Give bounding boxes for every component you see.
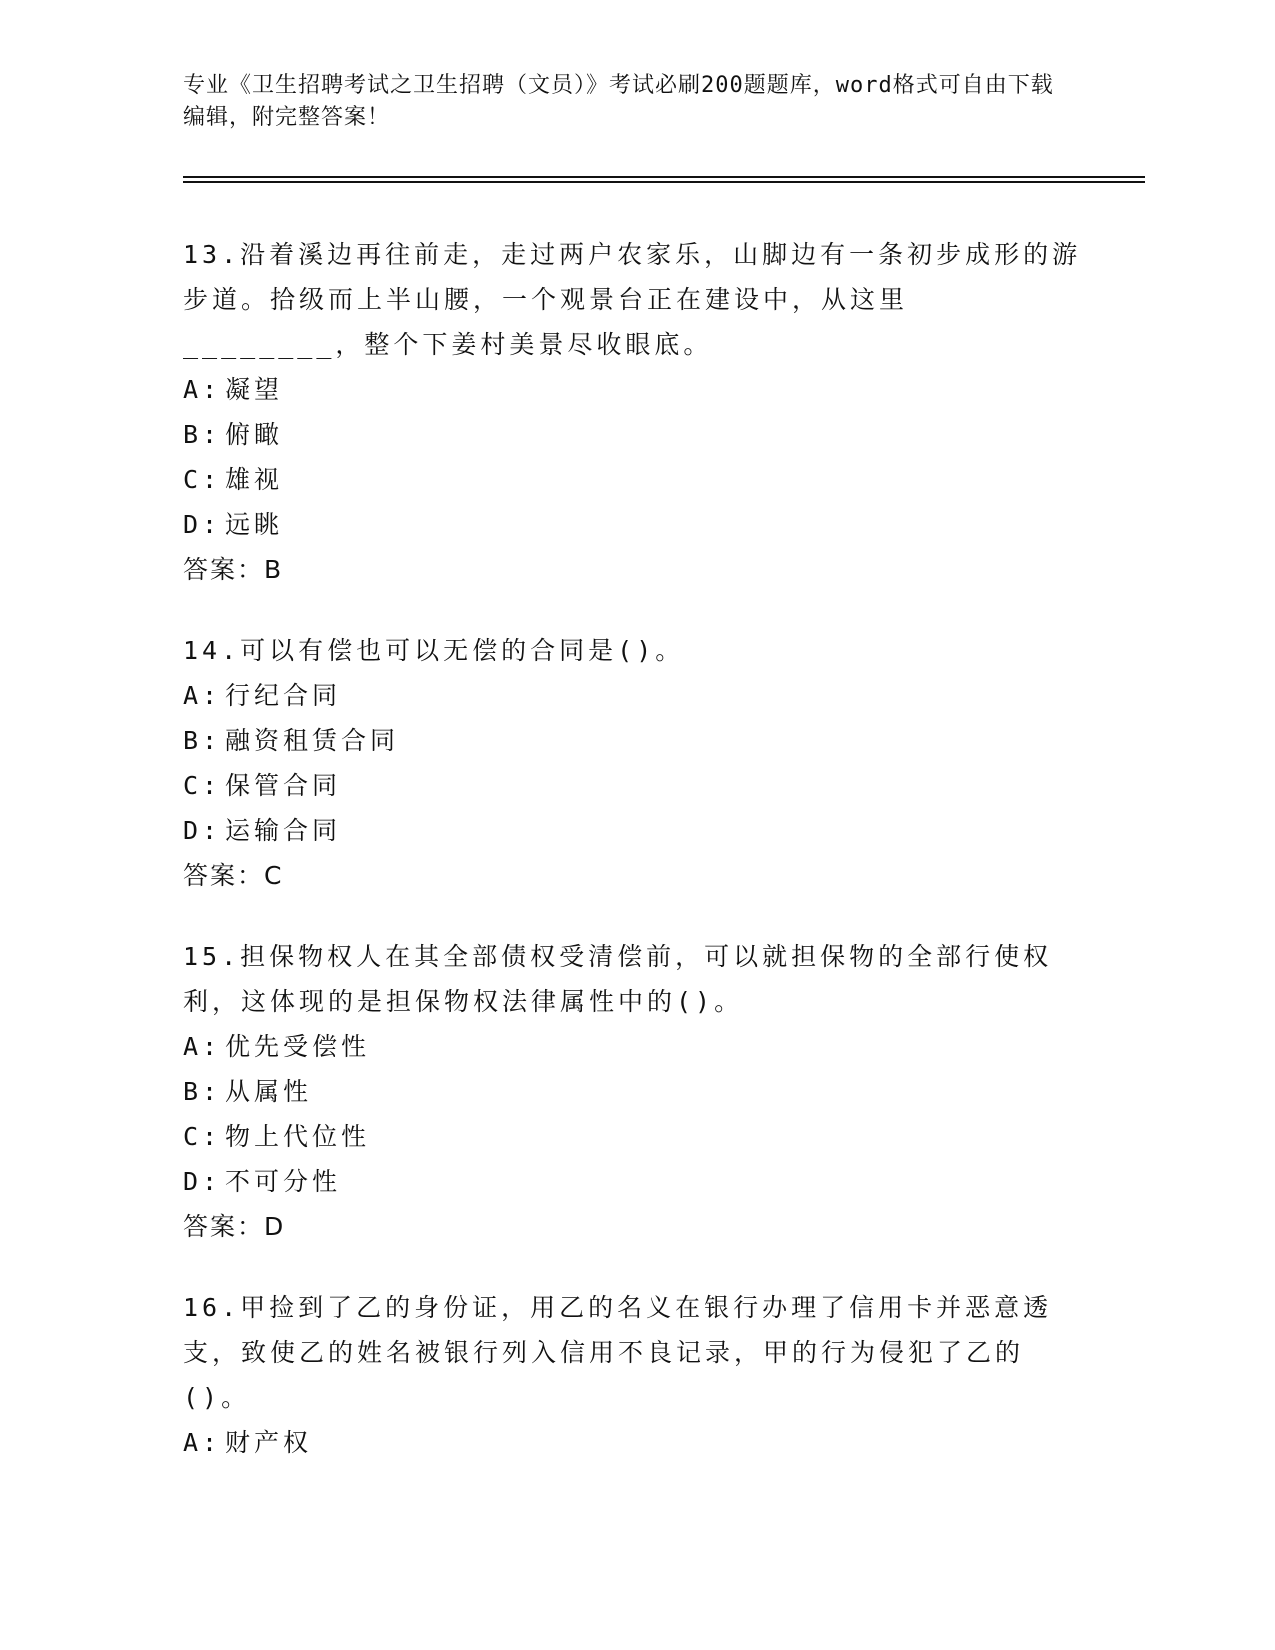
option-label: A:: [183, 1032, 222, 1061]
option-c: [183, 763, 1083, 808]
option-text: 融资租赁合同: [225, 726, 400, 755]
option-d: [183, 808, 1083, 853]
option-text: 俯瞰: [225, 420, 284, 449]
option-b: [183, 412, 1083, 457]
option-a: [183, 367, 1083, 412]
question-text: 14.可以有偿也可以无偿的合同是()。: [183, 636, 685, 665]
option-text: 不可分性: [225, 1167, 342, 1196]
option-text: 从属性: [225, 1077, 313, 1106]
option-label: C:: [183, 465, 222, 494]
option-text: 财产权: [225, 1428, 313, 1457]
option-label: A:: [183, 375, 222, 404]
option-text: 物上代位性: [225, 1122, 371, 1151]
header-rule-bottom: [183, 181, 1145, 183]
question-text: 16.甲捡到了乙的身份证，用乙的名义在银行办理了信用卡并恶意透支，致使乙的姓名被银行列入信用不良记录，甲的行为侵犯了乙的()。: [183, 1293, 1053, 1412]
option-c: [183, 1114, 1083, 1159]
option-label: C:: [183, 1122, 222, 1151]
option-label: A:: [183, 681, 222, 710]
option-b: [183, 718, 1083, 763]
option-label: B:: [183, 1077, 222, 1106]
option-text: 凝望: [225, 375, 284, 404]
question-15: [183, 934, 1083, 1249]
question-list: [183, 232, 1083, 1501]
option-c: [183, 457, 1083, 502]
option-label: D:: [183, 1167, 222, 1196]
option-text: 运输合同: [225, 816, 342, 845]
question-text: 15.担保物权人在其全部债权受清偿前，可以就担保物的全部行使权利，这体现的是担保物权法律属性中的()。: [183, 942, 1053, 1016]
option-label: B:: [183, 420, 222, 449]
answer-line: 答案：C: [183, 861, 284, 890]
option-a: [183, 673, 1083, 718]
option-text: 雄视: [225, 465, 284, 494]
answer-line: 答案：D: [183, 1212, 286, 1241]
header-rule-top: [183, 176, 1145, 178]
question-13: [183, 232, 1083, 592]
question-text: 13.沿着溪边再往前走，走过两户农家乐，山脚边有一条初步成形的游步道。拾级而上半山腰，一个观景台正在建设中，从这里________，整个下姜村美景尽收眼底。: [183, 240, 1082, 359]
option-label: A:: [183, 1428, 222, 1457]
option-label: C:: [183, 771, 222, 800]
option-d: [183, 1159, 1083, 1204]
option-a: [183, 1024, 1083, 1069]
question-14: [183, 628, 1083, 898]
document-header: 专业《卫生招聘考试之卫生招聘（文员）》考试必刷200题题库，word格式可自由下载编辑，附完整答案！: [183, 73, 1054, 130]
option-label: D:: [183, 510, 222, 539]
option-b: [183, 1069, 1083, 1114]
option-text: 优先受偿性: [225, 1032, 371, 1061]
answer-line: 答案：B: [183, 555, 284, 584]
option-label: B:: [183, 726, 222, 755]
question-16: [183, 1285, 1083, 1465]
option-text: 保管合同: [225, 771, 342, 800]
option-d: [183, 502, 1083, 547]
option-text: 远眺: [225, 510, 284, 539]
option-a: [183, 1420, 1083, 1465]
option-label: D:: [183, 816, 222, 845]
option-text: 行纪合同: [225, 681, 342, 710]
